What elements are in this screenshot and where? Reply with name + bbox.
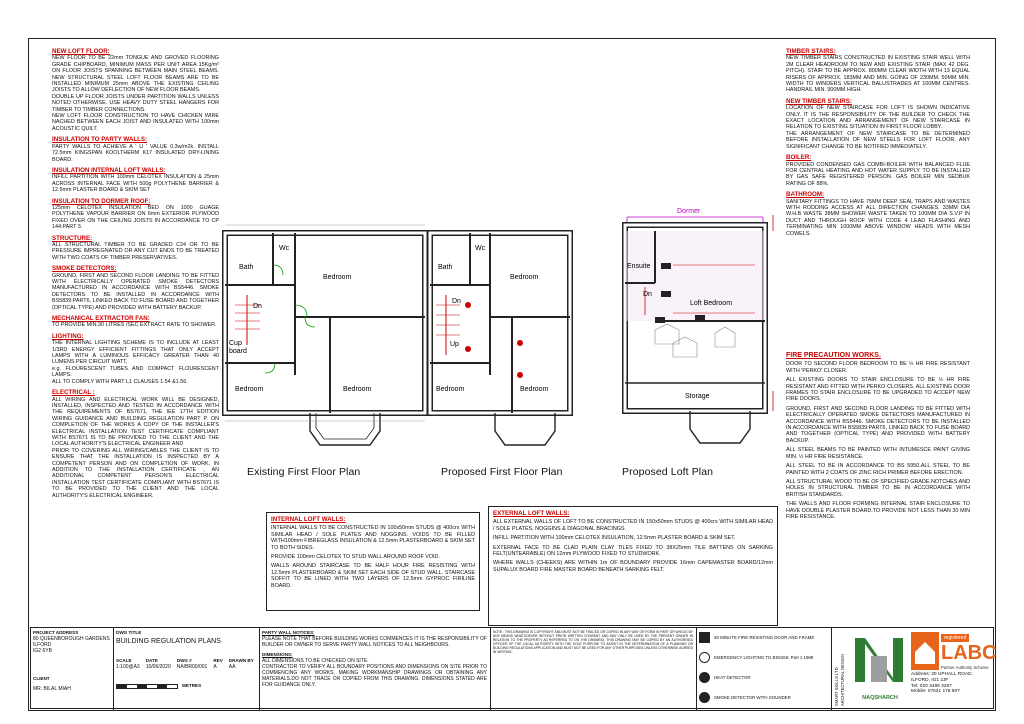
drawn-value: AA [228,664,236,670]
labc-tagline: Partner Authority Scheme [941,665,989,670]
box-paragraph: ALL EXTERNAL WALLS OF LOFT TO BE CONSTRUCTED IN 150x50mm STUDS @ 400crs WITH SIMILAR HEAD / SOLE PLATES, NOGGINS & DIAGONAL BRACINGS. [493,519,773,532]
note-section [52,136,219,163]
note-heading: INSULATION INTERNAL LOFT WALLS: [52,166,166,174]
party-wall-text: PLEASE NOTE THAT BEFORE BUILDING WORKS COMMENCES IT IS THE RESPONSIBILITY OF BUILDER OR OWNER TO SERVE PARTY WALL NOTICES TO ALL NEIGHBOURS. [262,636,487,648]
note-text: ALL WIRING AND ELECTRICAL WORK WILL BE DESIGNED, INSTALLED, INSPECTED AND TESTED IN ACCORDANCE WITH THE REQUIREMENTS OF BS7671, THE IEE 17TH EDITION WIRING GUIDANCE AND BUILDING REGULATION PART P. ON COMPLETION OF THE WORKS A COPY OF THE INSTALLER'S ELECTRICAL INSTALLATION TEST CERTIFICATE COMPLIANT WITH BS7671 IS TO BE PROVIDED TO THE CLIENT AND THE LOCAL AUTHORITY'S ELECTRICAL ENGINEER AND PRIOR TO COVERING ALL WIRING/CABLES THE CLIENT IS TO ENSURE THAT THE INSTALLATION IS INSPECTED BY A COMPETENT PERSON AND ON COMPLETION OF WORK, IN ADDITION TO THE INSTALLATION CERTIFICATE , AN ADDITIONAL COMPETENT PERSON'S ELECTRICAL INSTALLATION TEST CERTIFICATE COMPLIANT WITH BS7671 IS TO BE PROVIDED TO THE CLIENT AND THE LOCAL AUTHORITY'S ELECTRICAL ENGINEER. [52,396,219,499]
note-heading: SMOKE DETECTORS: [52,265,117,273]
room-label-wc: Wc [475,245,486,252]
legend-label: HEAT DETECTOR [714,674,751,680]
note-section [52,265,219,311]
date-value: 10/06/2020 [145,664,171,670]
note-heading: MECHANICAL EXTRACTOR FAN: [52,315,150,323]
proposed-plan-title: Proposed First Floor Plan [441,466,563,478]
note-section [52,333,219,385]
existing-plan-title: Existing First Floor Plan [247,466,361,478]
box-paragraph: ALL STRUCTURAL WOOD TO BE OF SPECIFIED GRADE.NOTCHES AND HOLES IN STRUCTURAL TIMBER TO BE IN ACCORDANCE WITH BRITISH STANDARDS. [786,478,970,498]
note-section [52,235,219,262]
note-text: THE INTERNAL LIGHTING SCHEME IS TO INCLUDE AT LEAST 1/3RD ENERGY EFFICIENT FITTINGS THAT ONLY ACCEPT LAMPS WITH A LUMINOUS EFFICACY GREATER THAN 40 LUMENS PER CIRCUIT WATT, e.g. FLOURESCENT TUBES AND COMPACT FLOURESCENT LAMPS. ALL TO COMPLY WITH PART L1 CLAUSES 1.54 &1.56. [52,340,219,385]
box-heading: FIRE PRECAUTION WORKS. [786,352,881,359]
note-heading: NEW LOFT FLOOR: [52,48,110,55]
room-label-cupboard: Cup board [229,340,247,355]
naqsharch-name: NAQSHARCH [862,695,898,701]
date-label: DATE [145,658,158,663]
company-side-text: SMART SKILLS LTD ARCHITECTURAL DESIGN [834,653,845,706]
legend-label: EMERGENCY LIGHTING TO BS5266: Part 1 1988 [714,654,814,660]
note-section [786,48,970,94]
project-address-block [33,630,111,654]
note-text: SANITARY FITTINGS TO HAVE 75MM DEEP SEAL TRAPS AND WASTES WITH RODDING ACCESS AT ALL DIRECTION CHANGES. 33MM DIA W.H.B WASTE 38MM SHOWER WASTE TAKEN TO 100MM DIA S.V.P IN DUCT AND THROUGH ROOF WITH CODE 4 LEAD FLASHING AND TERMINATING MIN 1000MM ABOVE WINDOW HEADS WITH MESH COWELS. [786,198,970,237]
smoke-detector-icon [699,692,710,703]
external-loft-walls-box [488,506,778,626]
room-label-dn: Dn [643,291,652,298]
room-label-bedroom-bl: Bedroom [235,386,264,393]
legend-item [699,692,829,703]
floor-plans-drawing [215,195,780,480]
legend-label: SMOKE DETECTOR WITH SOUNDER [714,694,791,700]
dimensions-text: ALL DIMENSIONS TO BE CHECKED ON SITE. CONTRACTOR TO VERIFY ALL BOUNDARY POSITIONS AND DIMENSIONS ON SITE PRIOR TO COMMENCING ANY WORKS, MAKING WORKMANSHIP DRAWINGS OR OBTAINING ANY MATERIALS.DO NOT TRACE OR COPIED FROM THIS DRAWING. DIMENSIONS STATED ARE FOR GUIDANCE ONLY. [262,658,487,688]
labc-name: LABC [941,642,997,664]
note-heading: ELECTRICAL : [52,389,95,397]
note-text: PROVIDED CONDENSED GAS COMBI-BOILER WITH BALANCED FLUE FOR CENTRAL HEATING AND HOT WATER SUPPLY. TO BE INSTALLED BY GAS SAFE REGISTERED PERSON. GAS BOILER MIN SEDBUK RATING OF 88%. [786,161,970,187]
client-label: CLIENT [33,676,50,681]
rev-label: REV [213,658,223,663]
scale-value: 1:100@A3 [116,664,140,670]
client-name: MR. BILAL MIAH [33,686,71,692]
legend-item [699,652,829,663]
naqsharch-logo-mark [853,632,907,690]
room-label-up: Up [450,341,459,348]
note-text: GROUND, FIRST AND SECOND FLOOR LANDING TO BE FITTED WITH ELECTRICALLY OPERATED SMOKE DETECTORS MANUFACTURED IN ACCORDANCE WITH BS5446. SMOKE DETECTORS TO BE INSTALLED IN ACCORDANCE WITH BS5839:PART6, LINKED BACK TO FUSE BOARD AND TOGETHER (OPTICAL TYPE) AND PROVIDED WITH BATTERY BACKUP. [52,272,219,311]
room-label-dn: Dn [253,303,262,310]
box-paragraph: ALL STEEL BEAMS TO BE PAINTED WITH INTUMESCE PAINT GIVING MIN. ½ HR FIRE RESISTANCE. [786,447,970,460]
note-section [52,48,219,132]
box-paragraph: INFILL PARTITION WITH 100mm CELOTEX INSULATION, 12.5mm PLASTER BOARD & SKIM SET. [493,535,736,542]
note-text: LOCATION OF NEW STAIRCASE FOR LOFT IS SHOWN INDICATIVE ONLY. IT IS THE RESPONSIBILITY OF THE BUILDER TO CHECK THE EXACT LOCATION AND ARRANGEMENT OF NEW STAIRCASE IN RELATION TO EXISTING SITUATION IN FIRST FLOOR LOBBY. THE ARRANGEMENT OF NEW STAIRCASE TO BE DETERMINED BEFORE INSTALLATION OF NEW STEELS FOR LOFT FLOOR. ANY SIGNIFICANT CHANGE TO BE NOTIFIED IMMEDIATELY. [786,105,970,150]
note-heading: TIMBER STAIRS: [786,48,836,55]
note-heading: LIGHTING: [52,332,84,340]
box-paragraph: WHERE WALLS (CHEEKS) ARE WITHIN 1m OF BOUNDARY PROVIDE 16mm CAPEMASTER BOARD/12mm SUPALUX BOARD FIRE MASTER BOARD BENEATH SARKING FELT. [493,560,773,573]
box-heading: INTERNAL LOFT WALLS: [271,516,346,523]
note-text: TO PROVIDE MIN.30 LITRES /SEC EXTRACT RATE TO SHOWER. [52,322,217,329]
room-label-bath: Bath [239,264,254,271]
note-section [786,154,970,187]
note-heading: INSULATION TO DORMER ROOF: [52,197,151,205]
company-address: Address: 30 UPHALL ROAD, ILFORD, IG1 2JF Tel: 020 3489 3287 Mobile: 07531 176 907 [911,672,973,695]
note-section [786,191,970,237]
drawn-label: DRAWN BY [228,658,254,663]
proposed-loft-plan [625,208,773,443]
note-heading: BOILER: [786,154,812,162]
right-notes-column [786,48,970,241]
heat-detector-icon [699,672,710,683]
legend-item [699,672,829,683]
proposed-first-floor-plan [430,233,570,445]
note-text: NEW FLOOR TO BE 22mm TONGUE AND GROVED FLOORING GRADE CHIPBOARD, MINIMUM MASS PER UNIT AREA 15Kg/m² ON FLOOR JOISTS SPANNING BETWEEN MAIN STEEL BEAMS. NEW STRUCTURAL STEEL LOFT FLOOR BEAMS ARE TO BE INSTALLED MINIMUM 25mm ABOVE THE EXISTING CEILING JOISTS TO ALLOW DEFLECTION OF NEW FLOOR BEAMS. DOUBLE UP FLOOR JOISTS UNDER PARTITION WALLS UNLESS NOTED OTHERWISE. USE HEAVY DUTY STEEL HANGERS FOR TIMBER TO TIMBER CONNECTIONS. NEW LOFT FLOOR CONSTRUCTION TO HAVE CHICKEN WIRE NACHED BETWEEN EACH JOIST AND INSULATED WITH 100mm ACOUSTIC QUILT. [52,55,219,132]
naqsharch-logo [853,632,907,706]
room-label-ensuite: Ensuite [627,263,651,270]
room-label-dormer: Dormer [677,208,701,215]
room-label-bedroom-top: Bedroom [510,274,539,281]
legend-item [699,632,829,643]
scale-bar [116,683,256,689]
note-heading: NEW TIMBER STAIRS: [786,97,852,105]
room-label-dn: Dn [452,298,461,305]
note-heading: STRUCTURE: [52,234,93,242]
fire-precaution-notes [786,352,970,523]
legend-label: 30 MINUTE FIRE RESISTING DOOR AND FRAME [714,634,815,640]
box-paragraph: EXTERNAL FACE TO BE CLAD PLAIN CLAY TILES FIXED TO 38X25mm TILE BATTENS ON SARKING FELT(UNTEARABLE) ON 12mm PLYWOOD FIXED TO STUDWORK. [493,544,773,558]
note-text: ALL STRUCTURAL TIMBER TO BE GRADED C24 OR TO BE PRESSURE IMPREGNATED OR ANY CUT ENDS TO BE TREATED WITH TWO COATS OF TIMBER PRESERVATIVES. [52,241,219,261]
scale-label: SCALE [116,658,132,663]
box-paragraph: DOOR TO SECOND FLOOR BEDROOM TO BE ½ HR FIRE RESISTANT WITH 'PERKO' CLOSER. [786,361,970,374]
note-section [52,167,219,194]
box-paragraph: PROVIDE 100mm CELOTEX TO STUD WALL AROUND ROOF VOID. [271,554,440,561]
box-paragraph: INTERNAL WALLS TO BE CONSTRUCTED IN 100x50mm STUDS @ 400crs WITH SIMILAR HEAD / SOLE PLATES AND NOGGINS. VOIDS TO BE FILLED WITH100mm FIBREGLASS INSULATION & 12.5mm PLASTERBOARD & SKIM SET TO BOTH SIDES. [271,525,475,551]
internal-loft-walls-box [266,512,480,611]
title-block [30,627,997,709]
metres-label: METRES [182,683,202,688]
labc-registered-badge: registered [941,634,969,642]
room-label-storage: Storage [685,393,710,400]
loft-plan-title: Proposed Loft Plan [622,466,714,478]
dimensions-heading: DIMENSIONS: [262,652,293,657]
house-icon [911,632,939,670]
dwg-title-label: DWG TITLE [116,630,142,635]
note-text: 125mm CELOTEX INSULATION BED ON 1000 GUAGE POLYTHENE VAPOUR BARRIER ON 6mm EXTERIOR PLYWOOD FIXED OVER ON THE CEILING JOISTS IN ACCORDANCE TO CP 144:PART 3. [52,204,219,231]
room-label-bedroom-br: Bedroom [343,386,372,393]
note-text: NEW TIMBER STAIRS CONSTRUCTED IN EXISTING STAIR WELL WITH 2M CLEAR HEADROOM TO NEW AND EXISTING STAIR (MAX 42 DEG. PITCH). STAIR TO BE APPROX. 800MM CLEAR WIDTH WITH 13 EQUAL RISERS OF APPROX. 183MM AND MIN. GOING OF 230MM. 50MM MIN. WIDTH TO WINDERS VERTICAL BALUSTRADES AT 100MM CENTRES. HANDRAIL MIN. 900MM HIGH. [786,55,970,94]
note-section [52,315,219,329]
box-heading: EXTERNAL LOFT WALLS: [493,510,570,517]
copyright-note: NOTE : THIS DRAWING IS COPYRIGHT AND MUST NOT BE TRACED OR COPIED IN ANY WAY OR FORM IN PART OR WHOLE BY ANY MEANS WHATSOEVER WITHOUT PRIOR WRITTEN CONSENT AND MAY ONLY BE USED BY THE PRESENT OWNER IN RELATION TO THE PROPERTY AS REFERRED TO ON THE DRAWING. THIS DRAWING MAY BE COPIED BY AN AUTHORISED OFFICER OF THE LOCAL AUTHORITY WITH THE SOLE PURPOSE TO ASSIST IN THE DETERMINATION OF A PLANNING OR BUILDING REGULATIONS APPLICATION AND MUST NOT BE USED FOR ANY OTHER PURPOSES UNLESS OTHERWISE AGREED IN WRITING. [493,630,693,654]
box-paragraph: WALLS AROUND STAIRCASE TO BE HALF HOUR FIRE RESISTING WITH 12.5mm PLASTERBOARD & SKIM SET EACH SIDE OF STUD WALL. STAIRCASE SOFFIT TO BE LINED WITH TWO LAYERS OF 12.5mm GYPROC FIRILINE BOARD. [271,563,475,589]
existing-first-floor-plan [225,225,425,445]
note-section [52,389,219,499]
party-wall-heading: PARTY WALL NOTICES: [262,630,315,635]
note-section [786,98,970,150]
room-label-bath: Bath [438,264,453,271]
box-paragraph: ALL STEEL TO BE IN ACCORDANCE TO BS 5950.ALL STEEL TO BE PAINTED WITH 2 COATS OF ZINC RICH PRIMER BEFORE ERECTION. [786,463,970,476]
project-address-label: PROJECT ADDRESS [33,630,79,635]
emergency-light-icon [699,652,710,663]
project-address: 80 QUEENBOROUGH GARDENS ILFORD IG2 6YB [33,636,110,654]
room-label-bedroom-bl: Bedroom [436,386,465,393]
dwg-no-label: DWG # [176,658,192,663]
rev-value: A [213,664,217,670]
fire-door-icon [699,632,710,643]
box-paragraph: GROUND, FIRST AND SECOND FLOOR LANDING TO BE FITTED WITH ELECTRICALLY OPERATED SMOKE DETECTORS MANUFACTURED IN ACCORDANCE WITH BS5446. SMOKE DETECTORS TO BE INSTALLED IN ACCORDANCE WITH BS5839:PART6, LINKED BACK TO FUSE BOARD AND TOGETHER (OPTICAL TYPE) AND PROVIDED WITH BATTERY BACKUP. [786,405,970,444]
note-text: PARTY WALLS TO ACHIEVE A ' U ' VALUE 0.3w/m2k. INSTALL 72.5mm KINGSPAN KOOLTHERM K17 INSULATED DRY-LINING BOARD. [52,143,219,163]
room-label-bedroom-top: Bedroom [323,274,352,281]
labc-logo [911,632,997,672]
room-label-wc: Wc [279,245,290,252]
note-heading: INSULATION TO PARTY WALLS: [52,136,148,144]
room-label-loft-bedroom: Loft Bedroom [690,300,733,307]
symbol-legend [699,632,829,712]
box-paragraph: THE WALLS AND FLOOR FORMING INTERNAL STAIR ENCLOSURE TO HAVE DOUBLE PLASTER BOARD.TO PROVIDE NOT LESS THAN 30 MIN FIRE RESISTANCE. [786,501,970,520]
box-paragraph: ALL EXISTING DOORS TO STAIR ENCLOSURE TO BE ½ HR FIRE RESISTANT AND FITTED WITH PERKO CLOSERS. ALL EXISTING DOOR FRAMES TO STAIR ENCLOSURE TO BE UPGRADED TO ACCEPT NEW FIRE DOORS. [786,377,970,403]
note-text: INFILL PARTITION WITH 100mm CELOTEX INSULATION & 25mm ACROSS INTERNAL FACE WITH 500g POLYTHENE BARRIER & 12.5mm PLASTER BOARD & SKIM SET [52,174,219,194]
room-label-bedroom-br: Bedroom [520,386,549,393]
dwg-title: BUILDING REGULATION PLANS [116,638,221,645]
note-heading: BATHROOM: [786,191,825,199]
left-notes-column [52,48,219,503]
dwg-no-value: NA/BR00/001 [176,664,208,670]
note-section [52,198,219,231]
